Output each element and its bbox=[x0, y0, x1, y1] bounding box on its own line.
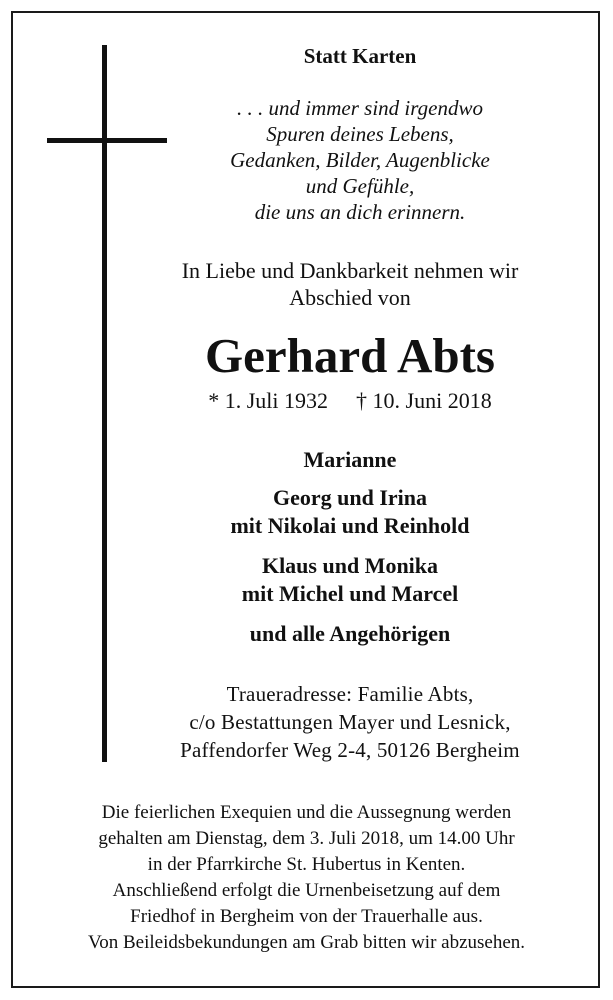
poem-line: Spuren deines Lebens, bbox=[266, 122, 454, 146]
cross-icon-vertical-bar bbox=[102, 45, 107, 762]
poem-line: . . . und immer sind irgendwo bbox=[237, 96, 483, 120]
notice-line: Anschließend erfolgt die Urnenbeisetzung auf dem bbox=[112, 880, 501, 901]
notice-line: Von Beileidsbekundungen am Grab bitten wir abzusehen. bbox=[87, 932, 526, 953]
birth-date: * 1. Juli 1932 bbox=[208, 388, 329, 413]
family-group-klaus bbox=[140, 552, 560, 608]
poem-line: Gedanken, Bilder, Augenblicke bbox=[230, 148, 490, 172]
poem bbox=[170, 95, 550, 225]
address-line: c/o Bestattungen Mayer und Lesnick, bbox=[189, 710, 511, 734]
death-date: † 10. Juni 2018 bbox=[356, 388, 492, 413]
service-notice bbox=[20, 800, 593, 956]
deceased-name: Gerhard Abts bbox=[205, 328, 495, 383]
life-dates bbox=[140, 386, 560, 416]
poem-line: die uns an dich erinnern. bbox=[254, 200, 466, 224]
intro-line: Abschied von bbox=[289, 285, 411, 310]
family-spouse: Marianne bbox=[303, 447, 397, 472]
family-group-georg bbox=[140, 484, 560, 540]
family-line: Georg und Irina bbox=[272, 485, 428, 510]
intro-line: In Liebe und Dankbarkeit nehmen wir bbox=[181, 258, 519, 283]
intro-text bbox=[140, 257, 560, 311]
notice-line: Die feierlichen Exequien und die Aussegnung werden bbox=[101, 802, 512, 823]
address-line: Paffendorfer Weg 2-4, 50126 Bergheim bbox=[180, 738, 520, 762]
notice-line: gehalten am Dienstag, dem 3. Juli 2018, um 14.00 Uhr bbox=[98, 828, 515, 849]
family-line: mit Nikolai und Reinhold bbox=[230, 513, 470, 538]
mourning-address bbox=[140, 680, 560, 764]
family-others: und alle Angehörigen bbox=[249, 621, 451, 646]
poem-line: und Gefühle, bbox=[305, 174, 415, 198]
family-line: mit Michel und Marcel bbox=[241, 581, 459, 606]
address-line: Traueradresse: Familie Abts, bbox=[226, 682, 474, 706]
notice-line: Friedhof in Bergheim von der Trauerhalle aus. bbox=[130, 906, 483, 927]
cross-icon-horizontal-bar bbox=[47, 138, 167, 143]
family-line: Klaus und Monika bbox=[261, 553, 439, 578]
notice-line: in der Pfarrkirche St. Hubertus in Kenten. bbox=[147, 854, 466, 875]
heading-statt-karten: Statt Karten bbox=[303, 44, 417, 68]
